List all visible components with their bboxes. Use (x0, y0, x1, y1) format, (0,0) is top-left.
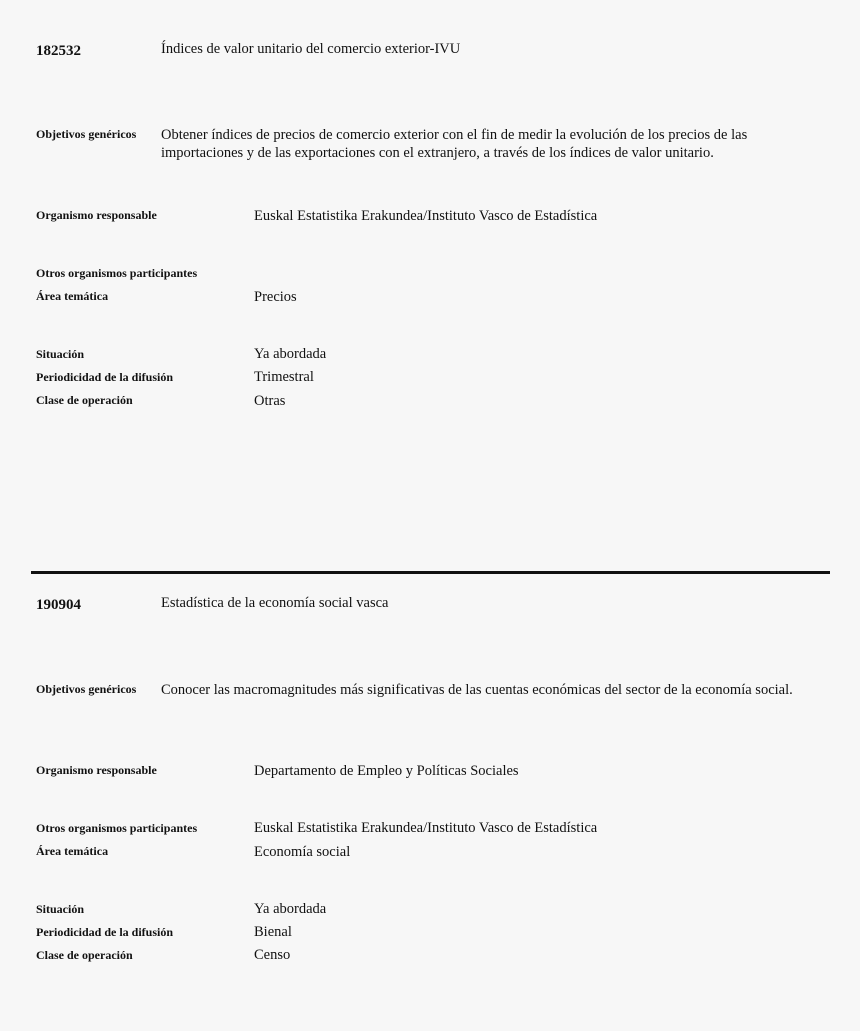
clase-value: Otras (254, 393, 286, 409)
objetivos-value: Conocer las macromagnitudes más significativas de las cuentas económicas del sector de la economía social. (161, 682, 793, 698)
record-code: 190904 (36, 597, 81, 613)
clase-value: Censo (254, 947, 291, 963)
record-title: Estadística de la economía social vasca (161, 595, 389, 611)
otros-value: Euskal Estatistika Erakundea/Instituto Vasco de Estadística (254, 820, 598, 836)
record-code: 182532 (36, 43, 81, 59)
situacion-value: Ya abordada (254, 346, 327, 362)
objetivos-label: Objetivos genéricos (36, 127, 137, 141)
otros-label: Otros organismos participantes (36, 266, 198, 280)
organismo-value: Euskal Estatistika Erakundea/Instituto Vasco de Estadística (254, 208, 598, 224)
area-value: Economía social (254, 844, 351, 860)
periodicidad-value: Trimestral (254, 369, 314, 385)
situacion-label: Situación (36, 347, 85, 361)
periodicidad-label: Periodicidad de la difusión (36, 925, 174, 939)
area-label: Área temática (36, 844, 109, 858)
organismo-label: Organismo responsable (36, 763, 157, 777)
situacion-value: Ya abordada (254, 901, 327, 917)
otros-label: Otros organismos participantes (36, 821, 198, 835)
record-separator (31, 571, 830, 574)
area-label: Área temática (36, 289, 109, 303)
organismo-label: Organismo responsable (36, 208, 157, 222)
record-title: Índices de valor unitario del comercio exterior-IVU (161, 41, 461, 57)
clase-label: Clase de operación (36, 948, 133, 962)
periodicidad-value: Bienal (254, 924, 292, 940)
objetivos-value: Obtener índices de precios de comercio exterior con el fin de medir la evolución de los precios de las importaciones y de las exportaciones con el extranjero, a través de los índices de valor unitario. (161, 127, 748, 161)
clase-label: Clase de operación (36, 393, 133, 407)
periodicidad-label: Periodicidad de la difusión (36, 370, 174, 384)
organismo-value: Departamento de Empleo y Políticas Sociales (254, 763, 519, 779)
area-value: Precios (254, 289, 297, 305)
situacion-label: Situación (36, 902, 85, 916)
objetivos-label: Objetivos genéricos (36, 682, 137, 696)
